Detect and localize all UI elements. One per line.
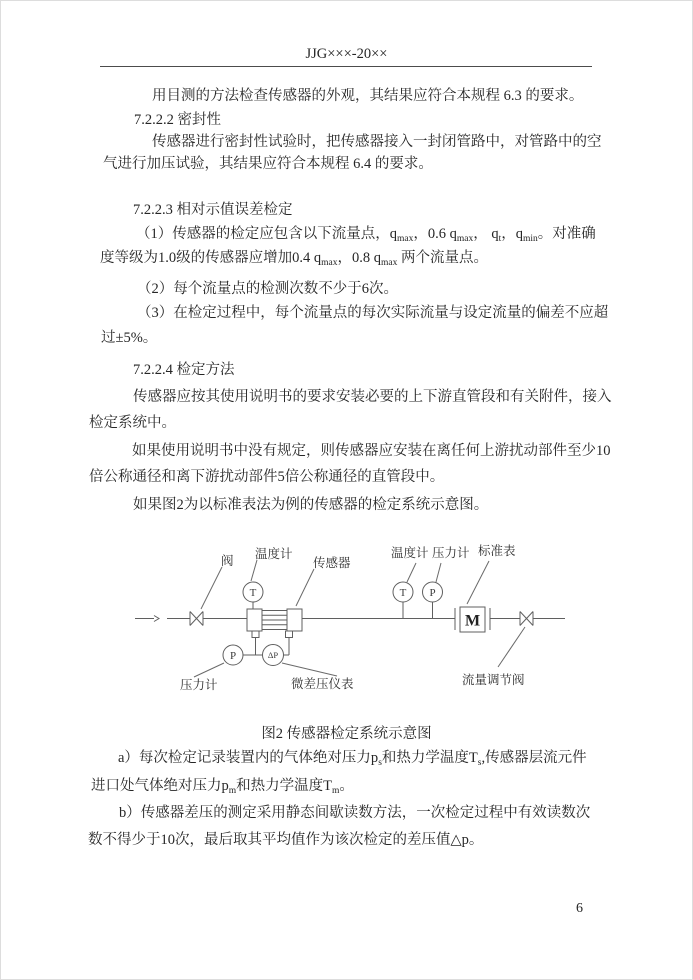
text-segment: ， q — [473, 226, 499, 242]
para-line: 传感器应按其使用说明书的要求安装必要的上下游直管段和有关附件，接入 — [133, 389, 612, 405]
para-line: 倍公称通径和离下游扰动部件5倍公称通径的直管段中。 — [89, 469, 445, 485]
thermometer-right-label: 温度计 — [391, 546, 429, 560]
flow-control-valve-label: 流量调节阀 — [462, 673, 525, 687]
para-line: 传感器进行密封性试验时，把传感器接入一封闭管路中，对管路中的空 — [152, 134, 602, 150]
sensor-label: 传感器 — [313, 556, 351, 570]
text-segment: （1）传感器的检定应包含以下流量点，q — [136, 226, 397, 242]
para-line: 气进行加压试验，其结果应符合本规程 6.4 的要求。 — [103, 156, 433, 172]
section-heading-7224: 7.2.2.4 检定方法 — [133, 362, 235, 378]
text-segment: 两个流量点。 — [397, 250, 488, 266]
subscript: m — [228, 786, 237, 796]
section-heading-7222: 7.2.2.2 密封性 — [134, 112, 221, 128]
text-segment: 。 — [339, 778, 354, 794]
para-line-flow-points-2 — [100, 250, 488, 267]
subscript: t — [498, 234, 502, 244]
text-segment: a）每次检定记录装置内的气体绝对压力p — [118, 750, 379, 766]
subscript: max — [397, 234, 414, 244]
text-segment: ，0.8 q — [337, 250, 381, 266]
subscript: s — [477, 758, 482, 768]
para-line: （3）在检定过程中，每个流量点的每次实际流量与设定流量的偏差不应超 — [137, 305, 609, 321]
subscript: max — [456, 234, 474, 244]
text-segment: 度等级为1.0级的传感器应增加0.4 q — [100, 250, 322, 266]
para-line-a2 — [91, 778, 354, 795]
text-segment: 和热力学温度T — [236, 778, 332, 794]
text-segment: ,传感器层流元件 — [481, 750, 587, 766]
text-segment: ，0.6 q — [413, 226, 457, 242]
sensor-body — [243, 609, 302, 655]
para-line-b: b）传感器差压的测定采用静态间歇读数方法，一次检定过程中有效读数次 — [119, 805, 591, 821]
standard-meter-label: 标准表 — [478, 544, 516, 558]
page-header: JJG×××-20×× — [305, 46, 388, 62]
flow-arrow-icon — [135, 616, 159, 622]
para-line: 如果使用说明书中没有规定，则传感器应安装在离任何上游扰动部件至少10 — [132, 443, 611, 459]
para-line: 用目测的方法检查传感器的外观，其结果应符合本规程 6.3 的要求。 — [152, 88, 584, 104]
micro-dp-label: 微差压仪表 — [291, 677, 354, 691]
pressure-right-label: 压力计 — [432, 546, 470, 560]
valve-label: 阀 — [221, 554, 234, 568]
section-heading-7223: 7.2.2.3 相对示值误差检定 — [133, 202, 293, 218]
flow-control-valve-icon — [520, 612, 533, 626]
m-symbol: M — [464, 612, 481, 630]
para-line: 如果图2为以标准表法为例的传感器的检定系统示意图。 — [133, 497, 489, 513]
pressure-bottom-label: 压力计 — [180, 678, 218, 692]
text-segment: 进口处气体绝对压力p — [91, 778, 229, 794]
text-segment: 。对准确 — [537, 226, 596, 242]
subscript: max — [321, 258, 338, 268]
figure-diagram — [110, 535, 580, 695]
figure-caption: 图2 传感器检定系统示意图 — [261, 726, 432, 742]
page-number: 6 — [576, 901, 583, 916]
dp-symbol: ΔP — [267, 650, 279, 660]
t-symbol: T — [249, 587, 257, 599]
para-line-a — [118, 750, 587, 767]
para-line-b2: 数不得少于10次，最后取其平均值作为该次检定的差压值△p。 — [88, 832, 484, 848]
text-segment: ，q — [501, 226, 523, 242]
thermometer-left-label: 温度计 — [255, 547, 293, 561]
para-line: （2）每个流量点的检测次数不少于6次。 — [137, 281, 398, 297]
para-line: 检定系统中。 — [89, 415, 176, 431]
subscript: s — [378, 758, 382, 768]
p-symbol: P — [429, 587, 436, 599]
valve-icon — [190, 612, 203, 626]
text-segment: 和热力学温度T — [381, 750, 478, 766]
para-line-flow-points — [136, 226, 596, 243]
subscript: max — [380, 258, 398, 268]
subscript: m — [332, 786, 340, 796]
subscript: min — [522, 234, 538, 244]
p-symbol: P — [229, 650, 237, 662]
header-rule — [100, 66, 592, 67]
t-symbol: T — [399, 587, 407, 599]
para-line: 过±5%。 — [101, 330, 158, 346]
